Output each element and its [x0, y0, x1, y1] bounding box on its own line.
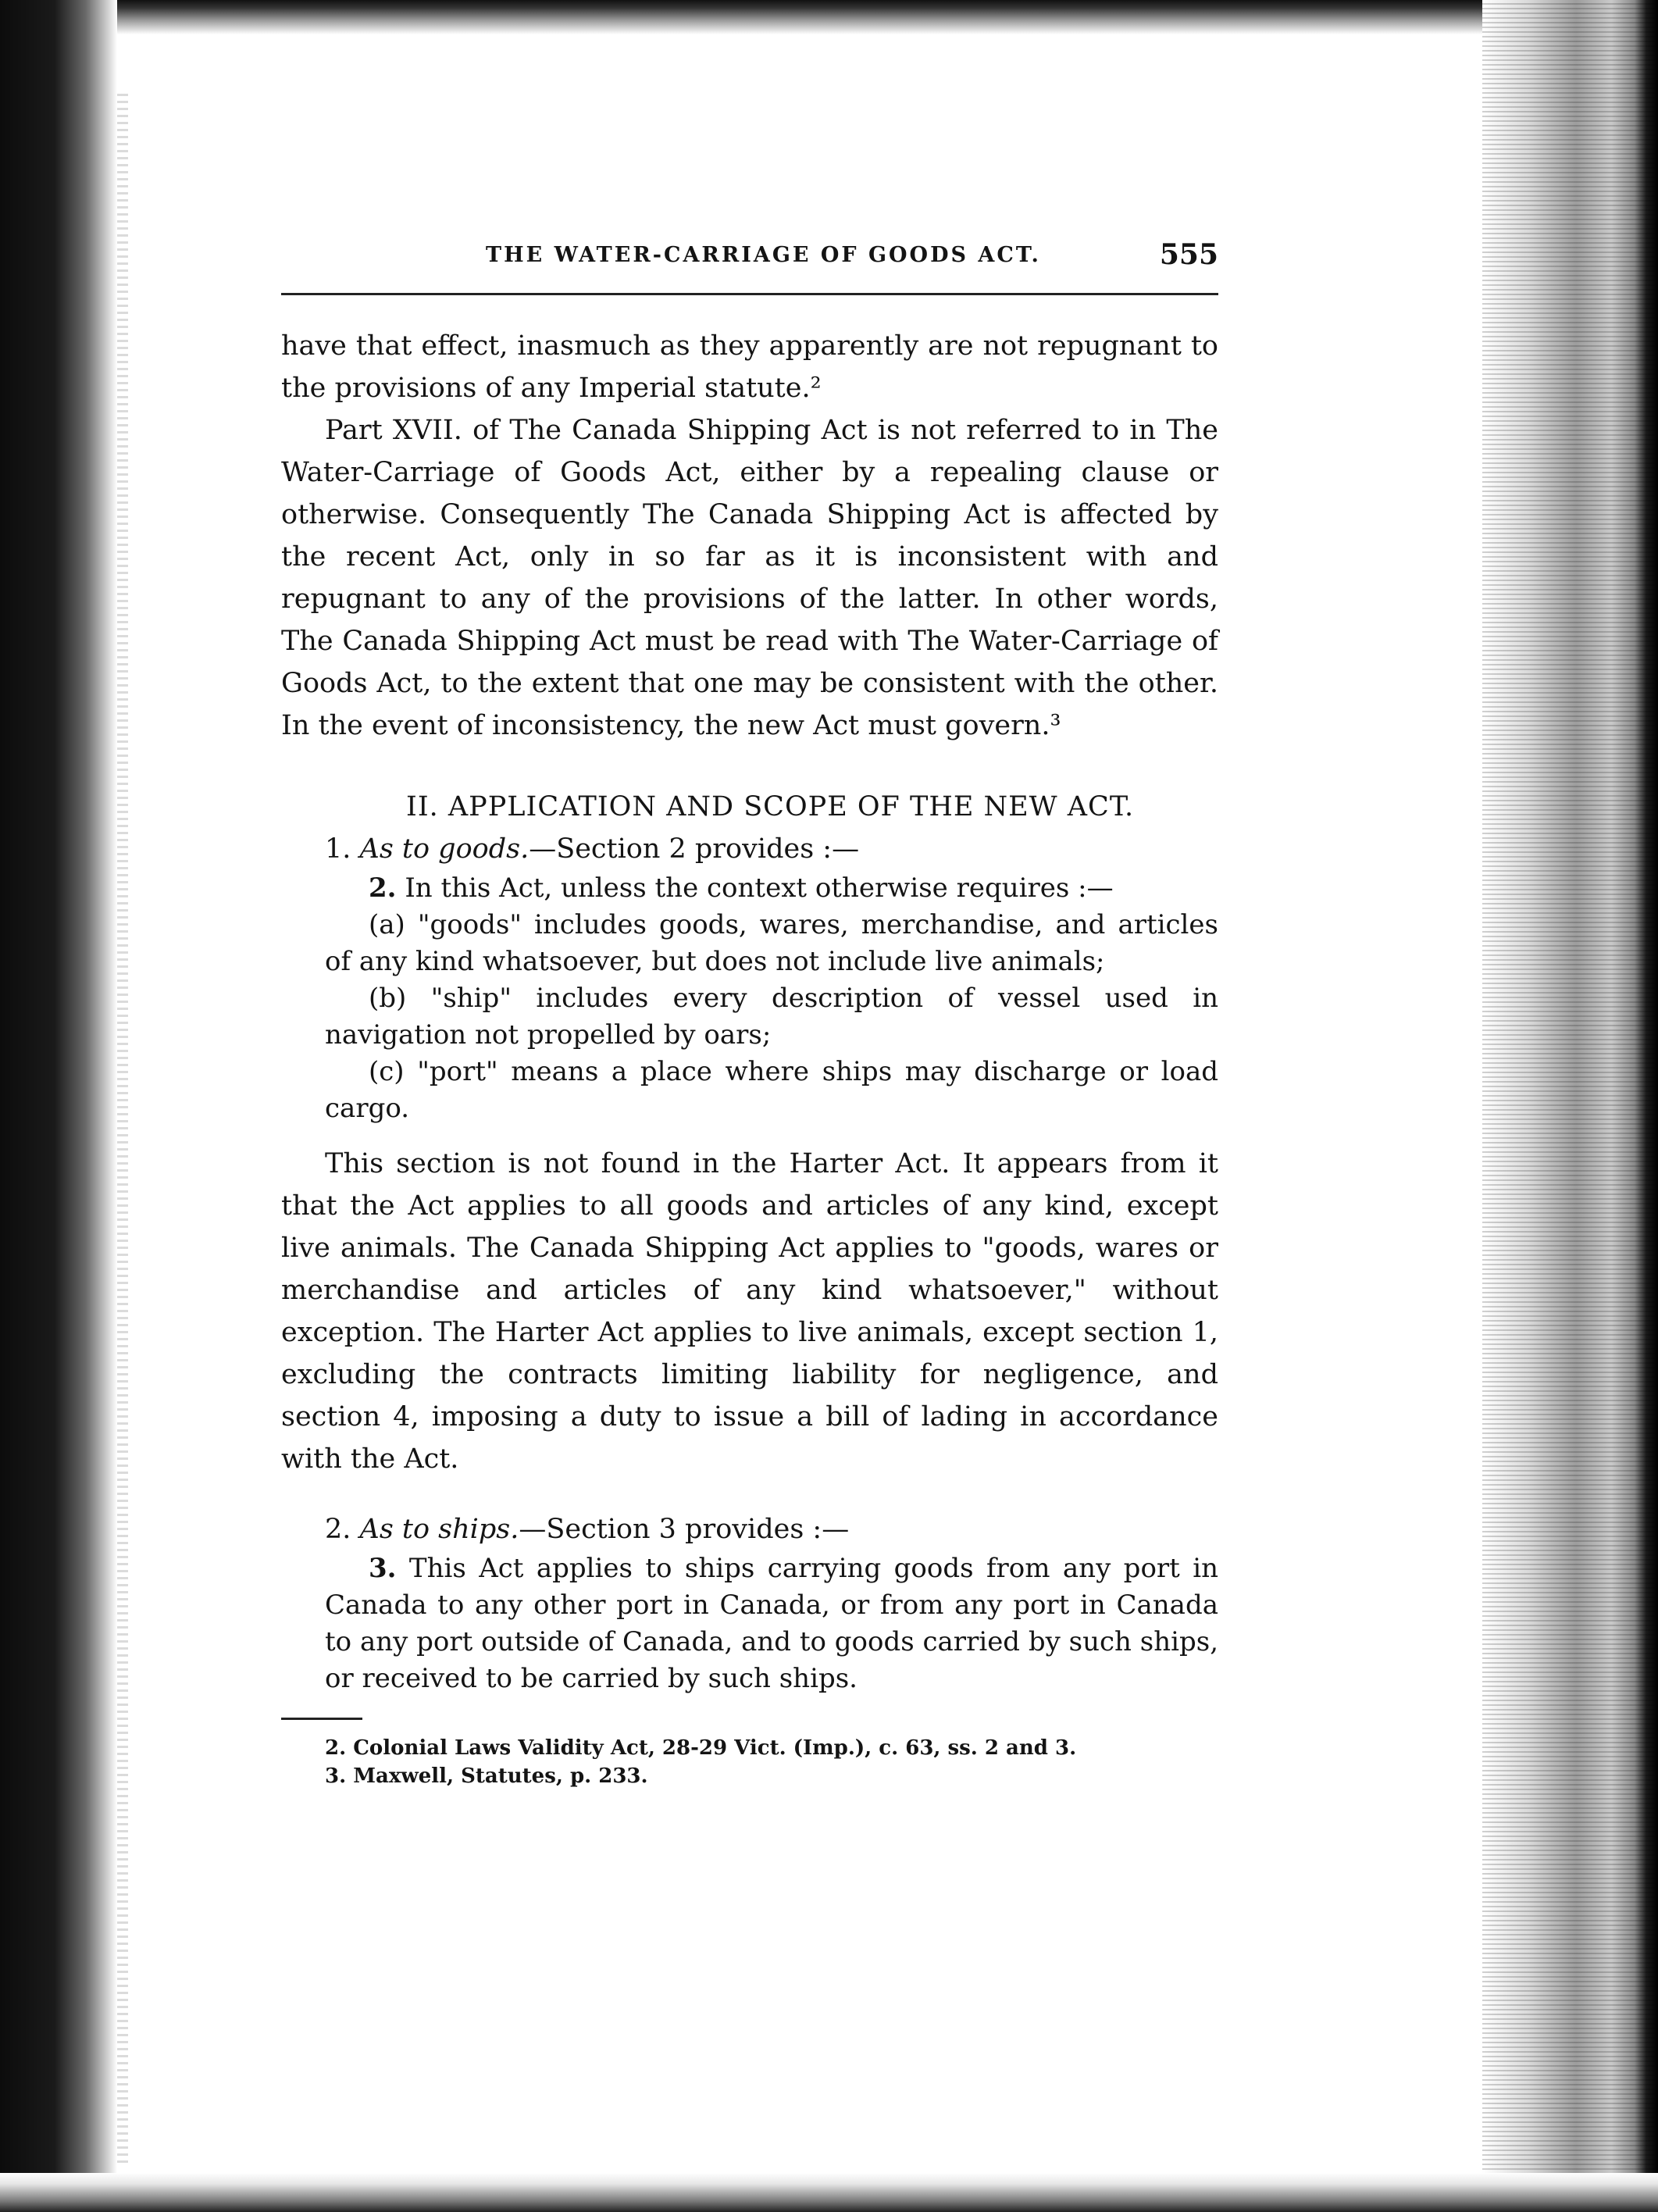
page-header [281, 238, 1218, 277]
statute-text [325, 1550, 1218, 1697]
paragraph-harter-comparison: This section is not found in the Harter Act. It appears from it that the Act applies to all goods and articles of any kind, except live animals. The Canada Shipping Act applies to "goods, wares or merchandise and articles of any kind whatsoever," without exception. The Harter Act applies to live animals, except section 1, excluding the contracts limiting liability for negligence, and section 4, imposing a duty to issue a bill of lading in accordance with the Act. [281, 1148, 1218, 1475]
subheading-title: As to goods. [359, 833, 529, 865]
subheading-ships [281, 1508, 1218, 1550]
section-number: 2. [369, 872, 397, 904]
paragraph-continuation: have that effect, inasmuch as they apparently are not repugnant to the provisions of any Imperial statute.² [281, 330, 1218, 404]
subheading-number: 1. [325, 833, 351, 865]
scan-edge-left [0, 0, 117, 2212]
statute-section-2 [281, 870, 1218, 1127]
footnote-rule [281, 1718, 362, 1720]
section-number: 3. [369, 1553, 397, 1584]
subheading-tail: —Section 2 provides :— [529, 833, 860, 865]
footnotes [281, 1734, 1218, 1790]
scan-gutter-shadow [117, 94, 128, 2164]
footnote-3: 3. Maxwell, Statutes, p. 233. [325, 1764, 648, 1788]
subheading-goods [281, 828, 1218, 870]
subheading-number: 2. [325, 1514, 351, 1545]
statute-intro [325, 870, 1218, 907]
definition-goods: (a) "goods" includes goods, wares, merchandise, and articles of any kind whatsoever, but does not include live animals; [325, 909, 1218, 977]
statute-section-3 [281, 1550, 1218, 1697]
header-rule [281, 293, 1218, 295]
scan-edge-right [1482, 0, 1658, 2212]
subheading-tail: —Section 3 provides :— [519, 1514, 850, 1545]
footnote-2: 2. Colonial Laws Validity Act, 28-29 Vict. (Imp.), c. 63, ss. 2 and 3. [325, 1736, 1077, 1760]
definition-port: (c) "port" means a place where ships may discharge or load cargo. [325, 1056, 1218, 1124]
definition-ship: (b) "ship" includes every description of vessel used in navigation not propelled by oars; [325, 983, 1218, 1051]
scan-edge-bottom [0, 2173, 1658, 2212]
book-page [281, 238, 1218, 1790]
section-heading: II. APPLICATION AND SCOPE OF THE NEW ACT. [406, 791, 1135, 822]
scan-edge-top [0, 0, 1658, 34]
statute-intro-text: In this Act, unless the context otherwise requires :— [405, 872, 1114, 904]
paragraph-part-xvii: Part XVII. of The Canada Shipping Act is not referred to in The Water-Carriage of Goods Act, either by a repealing clause or otherwise. Consequently The Canada Shipping Act is affected by the recent Act, only in so far as it is inconsistent with and repugnant to any of the provisions of the latter. In other words, The Canada Shipping Act must be read with The Water-Carriage of Goods Act, to the extent that one may be consistent with the other. In the event of inconsistency, the new Act must govern.³ [281, 415, 1218, 741]
page-number: 555 [1159, 238, 1218, 271]
statute-body: This Act applies to ships carrying goods from any port in Canada to any other port in Canada, or from any port in Canada to any port outside of Canada, and to goods carried by such ships, or received to be carried by such ships. [325, 1553, 1218, 1694]
subheading-title: As to ships. [359, 1514, 519, 1545]
running-title: THE WATER-CARRIAGE OF GOODS ACT. [486, 243, 1041, 267]
